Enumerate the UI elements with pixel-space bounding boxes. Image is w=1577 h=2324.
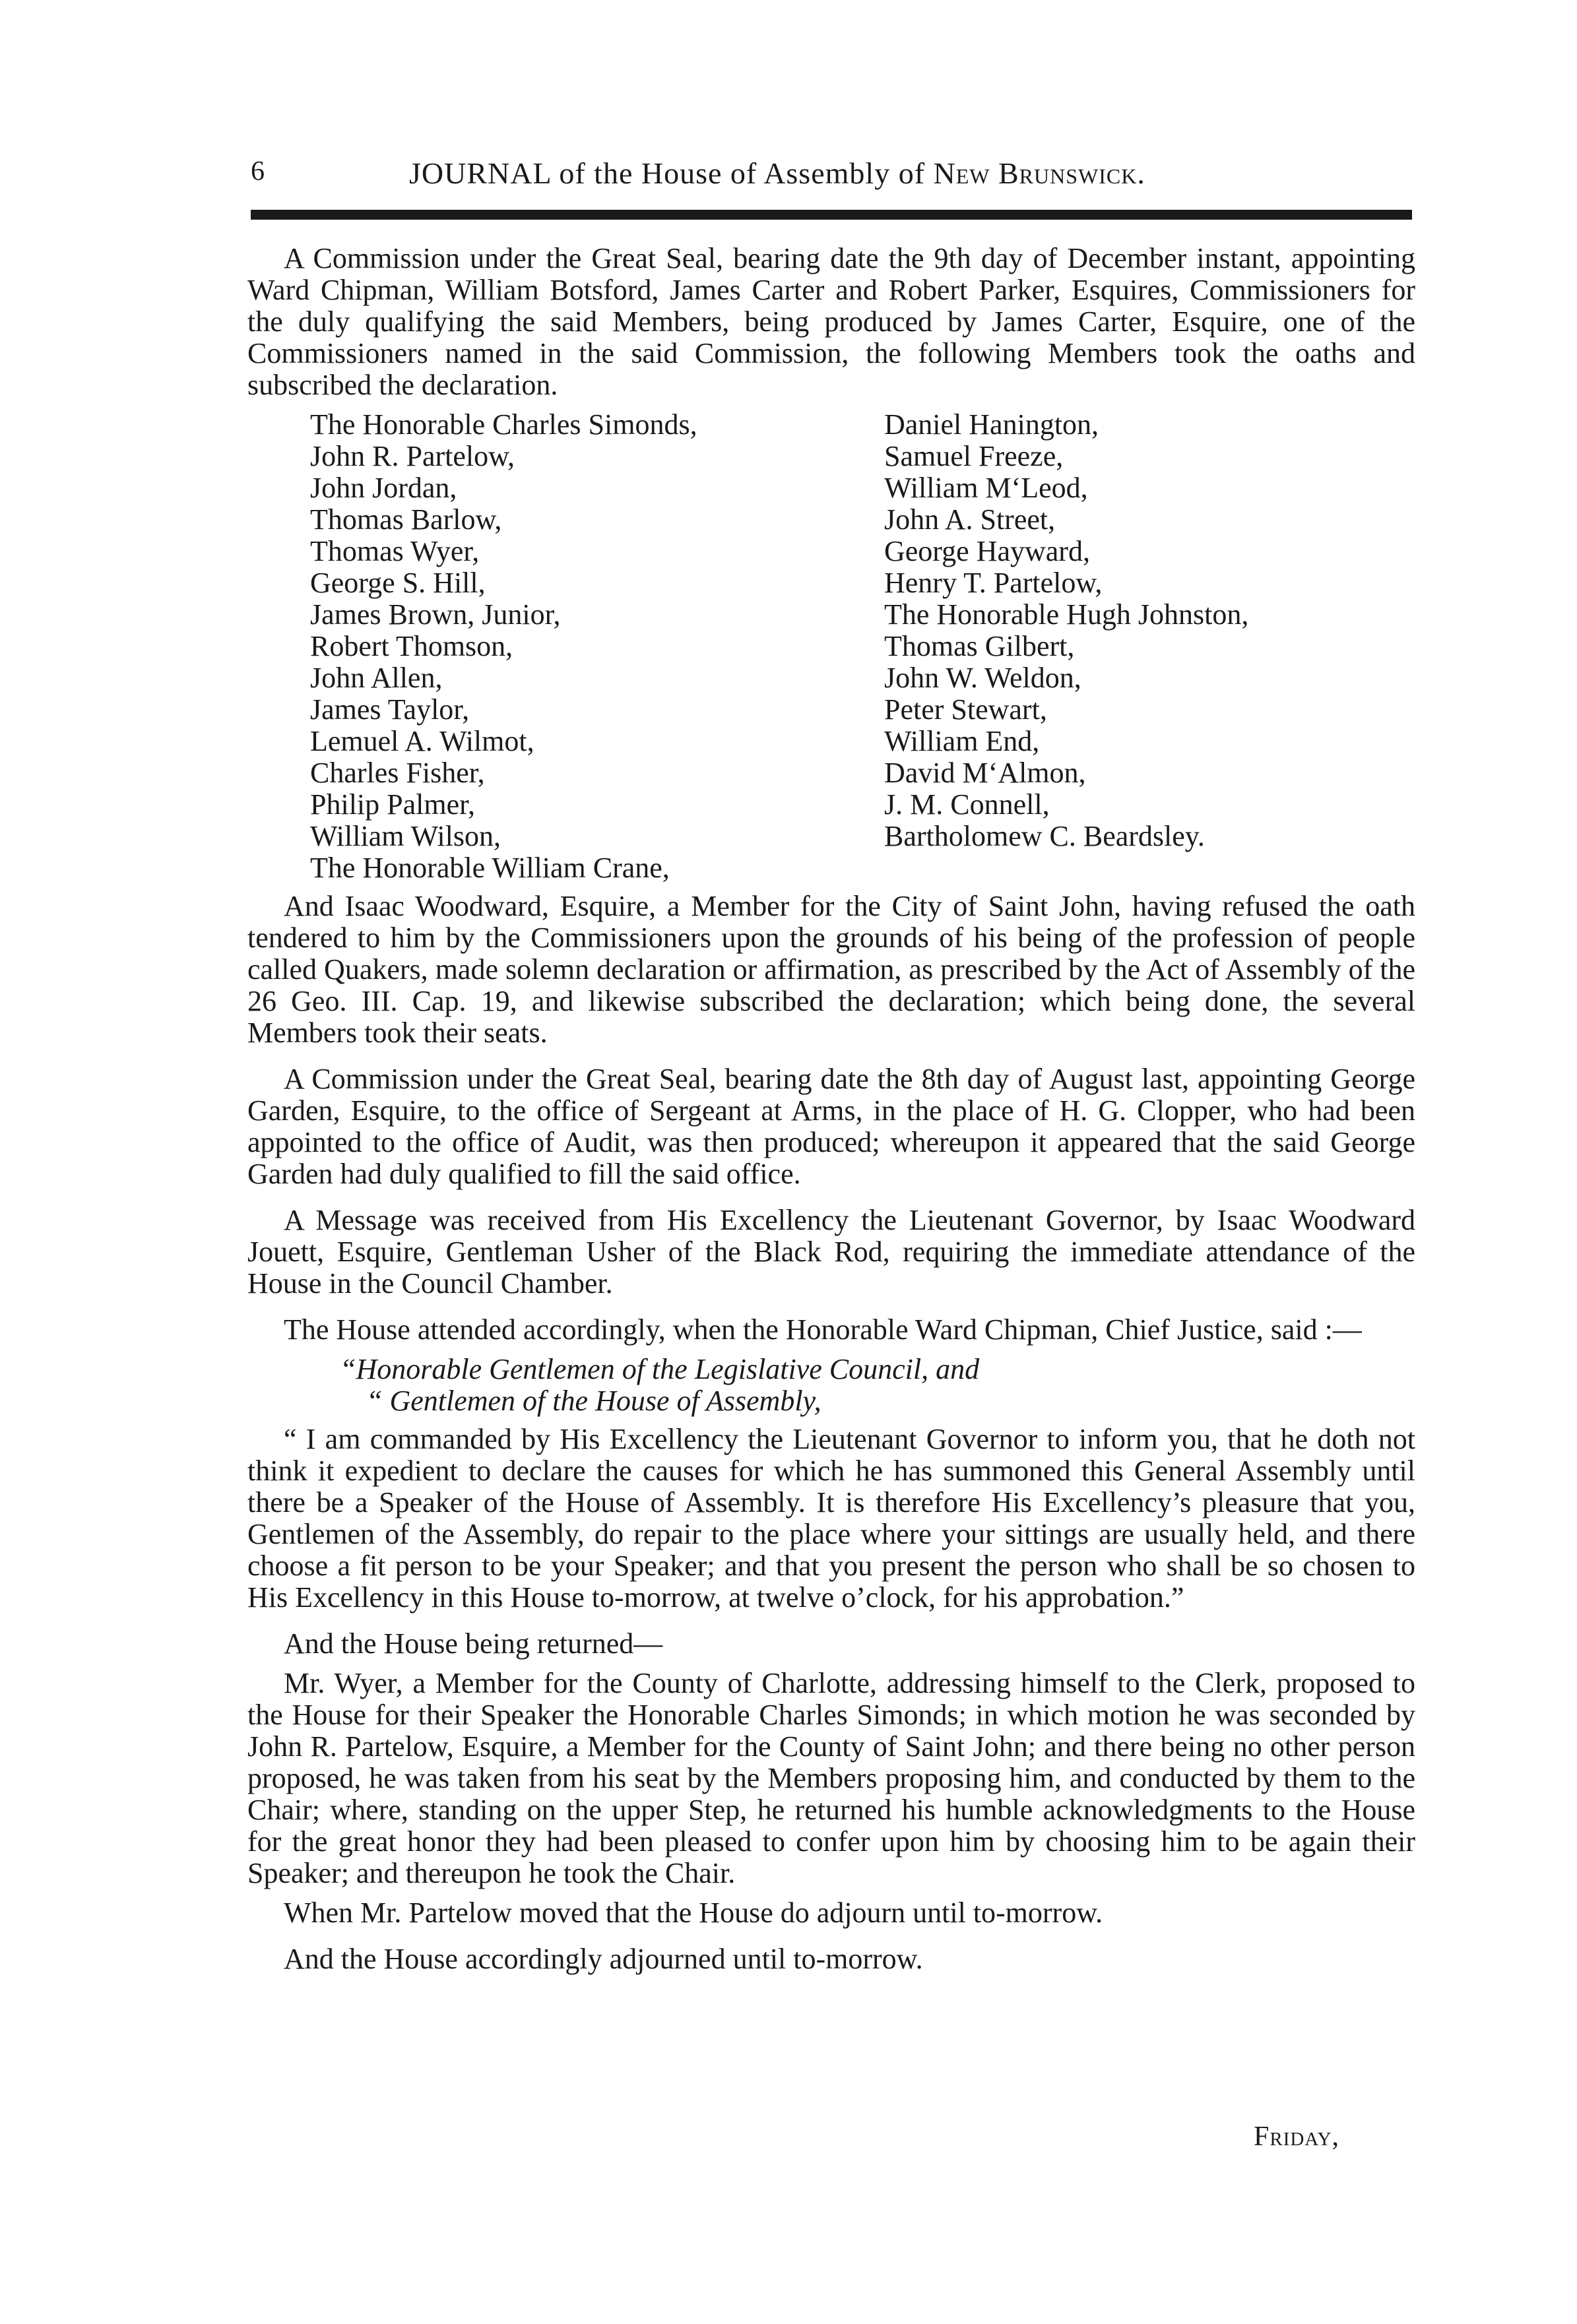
member-name: William End,: [884, 725, 1040, 757]
paragraph-speech: “ I am commanded by His Excellency the Lieutenant Governor to inform you, that he doth not think it expedient to declare the causes for which he has summoned this General Assembly until there be a Speaker of the House of Assembly. It is therefore His Excellency’s pleasure that you, Gentlemen of the Assembly, do repair to the place where your sittings are usually held, and there choose a fit person to be your Speaker; and that you present the person who shall be so chosen to His Excellency in this House to-morrow, at twelve o’clock, for his approbation.”: [247, 1423, 1415, 1614]
member-name: Thomas Wyer,: [310, 535, 480, 567]
catchword: Friday,: [1254, 2121, 1340, 2152]
member-name: John Allen,: [310, 662, 443, 694]
journal-body: [247, 243, 1415, 1990]
paragraph-adjourned: And the House accordingly adjourned until to-morrow.: [284, 1943, 923, 1975]
members-list: [247, 409, 1415, 884]
member-name: Daniel Hanington,: [884, 408, 1099, 441]
paragraph-house-attended: The House attended accordingly, when the Honorable Ward Chipman, Chief Justice, said :—: [284, 1313, 1362, 1346]
running-title: [409, 156, 1145, 191]
member-name: Bartholomew C. Beardsley.: [884, 820, 1205, 852]
members-column-left: [310, 409, 838, 884]
speech-address-line: “Honorable Gentlemen of the Legislative Council, and: [340, 1353, 980, 1385]
member-name: J. M. Connell,: [884, 788, 1050, 821]
member-name: Robert Thomson,: [310, 630, 513, 662]
member-name: William M‘Leod,: [884, 472, 1088, 504]
page-header: [251, 156, 1412, 208]
member-name: John W. Weldon,: [884, 662, 1081, 694]
member-name: Philip Palmer,: [310, 788, 476, 821]
member-name: Peter Stewart,: [884, 693, 1047, 726]
member-name: John R. Partelow,: [310, 440, 515, 472]
member-name: Samuel Freeze,: [884, 440, 1064, 472]
paragraph-adjourn-motion: When Mr. Partelow moved that the House do adjourn until to-morrow.: [284, 1897, 1103, 1929]
running-title-province: New Brunswick.: [933, 156, 1145, 190]
page-number: 6: [251, 156, 265, 187]
member-name: Thomas Barlow,: [310, 503, 502, 536]
member-name: George Hayward,: [884, 535, 1090, 567]
member-name: Thomas Gilbert,: [884, 630, 1075, 662]
member-name: James Brown, Junior,: [310, 598, 561, 631]
member-name: The Honorable William Crane,: [310, 852, 670, 884]
header-rule: [251, 210, 1412, 220]
paragraph-message: A Message was received from His Excellency the Lieutenant Governor, by Isaac Woodward Jouett, Esquire, Gentleman Usher of the Black Rod, requiring the immediate attendance of the House in the Council Chamber.: [247, 1204, 1415, 1300]
member-name: The Honorable Hugh Johnston,: [884, 598, 1249, 631]
paragraph-speaker-election: Mr. Wyer, a Member for the County of Charlotte, addressing himself to the Clerk, proposed to the House for their Speaker the Honorable Charles Simonds; in which motion he was seconded by John R. Partelow, Esquire, a Member for the County of Saint John; and there being no other person proposed, he was taken from his seat by the Members proposing him, and conducted by them to the Chair; where, standing on the upper Step, he returned his humble acknowledgments to the House for the great honor they had been pleased to confer upon him by choosing him to be again their Speaker; and thereupon he took the Chair.: [247, 1667, 1415, 1889]
running-title-text: JOURNAL of the House of Assembly of: [409, 156, 934, 190]
member-name: Henry T. Partelow,: [884, 567, 1103, 599]
speech-address-line: “ Gentlemen of the House of Assembly,: [366, 1385, 821, 1417]
members-column-right: [884, 409, 1412, 852]
member-name: John A. Street,: [884, 503, 1056, 536]
paragraph-sergeant-at-arms: A Commission under the Great Seal, bearing date the 8th day of August last, appointing George Garden, Esquire, to the office of Sergeant at Arms, in the place of H. G. Clopper, who had been appointed to the office of Audit, was then produced; whereupon it appeared that the said George Garden had duly qualified to fill the said office.: [247, 1063, 1415, 1190]
paragraph-house-returned: And the House being returned—: [284, 1627, 663, 1660]
member-name: David M‘Almon,: [884, 757, 1086, 789]
paragraph-woodward: And Isaac Woodward, Esquire, a Member for the City of Saint John, having refused the oath tendered to him by the Commissioners upon the grounds of his being of the profession of people called Quakers, made solemn declaration or affirmation, as prescribed by the Act of Assembly of the 26 Geo. III. Cap. 19, and likewise subscribed the declaration; which being done, the several Members took their seats.: [247, 890, 1415, 1049]
member-name: George S. Hill,: [310, 567, 486, 599]
member-name: William Wilson,: [310, 820, 501, 852]
member-name: Charles Fisher,: [310, 757, 485, 789]
member-name: James Taylor,: [310, 693, 470, 726]
member-name: The Honorable Charles Simonds,: [310, 408, 697, 441]
paragraph-commission: A Commission under the Great Seal, bearing date the 9th day of December instant, appointing Ward Chipman, William Botsford, James Carter and Robert Parker, Esquires, Commissioners for the duly qualifying the said Members, being produced by James Carter, Esquire, one of the Commissioners named in the said Commission, the following Members took the oaths and subscribed the declaration.: [247, 242, 1415, 401]
member-name: John Jordan,: [310, 472, 457, 504]
member-name: Lemuel A. Wilmot,: [310, 725, 534, 757]
speech-address: [247, 1354, 1415, 1417]
